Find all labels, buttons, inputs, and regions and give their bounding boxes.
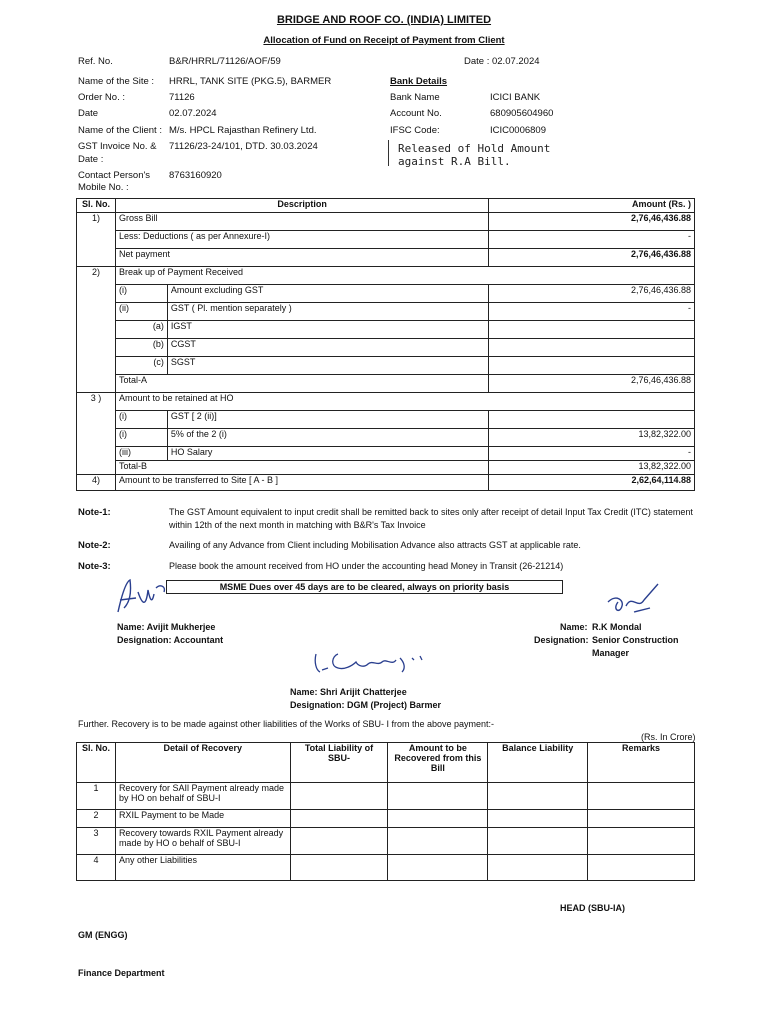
right-name-label: Name:: [560, 622, 588, 632]
left-signatory-designation: Designation: Accountant: [117, 635, 224, 645]
deductions-amount: -: [489, 231, 695, 249]
rec-cell: [588, 783, 695, 810]
note2-label: Note-2:: [78, 540, 111, 551]
ho-salary-value: -: [489, 447, 695, 461]
rec-row-detail-line1: Recovery for SAIl Payment already made: [118, 783, 285, 793]
cgst-label: CGST: [167, 339, 488, 357]
right-signatory-name: R.K Mondal: [592, 622, 642, 632]
table-row: [77, 303, 695, 321]
rec-col-balance: Balance Liability: [488, 743, 588, 783]
table-row: [77, 339, 695, 357]
five-percent-label: 5% of the 2 (i): [167, 429, 488, 447]
sub-index: (b): [115, 339, 167, 357]
igst-label: IGST: [167, 321, 488, 339]
rec-cell: [588, 810, 695, 828]
cgst-value: [489, 339, 695, 357]
gst-retained-value: [489, 411, 695, 429]
client-value: M/s. HPCL Rajasthan Refinery Ltd.: [169, 125, 317, 136]
handwritten-note-line1: Released of Hold Amount: [398, 142, 551, 155]
bank-details-title: Bank Details: [390, 76, 448, 87]
gst-invoice-value: 71126/23-24/101, DTD. 30.03.2024: [169, 141, 318, 152]
table-row: [77, 461, 695, 475]
sub-index: (c): [115, 357, 167, 375]
order-label: Order No. :: [78, 92, 125, 103]
ref-value: B&R/HRRL/71126/AOF/59: [169, 56, 281, 67]
table-row: [77, 357, 695, 375]
gst-invoice-label-date: Date :: [78, 154, 104, 165]
ref-label: Ref. No.: [78, 56, 113, 67]
table-row: [77, 783, 695, 810]
note1-line1: The GST Amount equivalent to input credit shall be remitted back to sites only after receipt of detail Input Tax Credit (ITC) statement: [169, 507, 693, 517]
rec-row-sl: 3: [77, 828, 116, 855]
rec-col-remarks: Remarks: [588, 743, 695, 783]
rec-row-detail-line1: RXIL Payment to be Made: [118, 810, 225, 820]
amount-excl-gst-label: Amount excluding GST: [167, 285, 488, 303]
site-value: HRRL, TANK SITE (PKG.5), BARMER: [169, 76, 332, 87]
left-signatory-name: Name: Avijit Mukherjee: [117, 622, 216, 632]
rec-cell: [388, 810, 488, 828]
gst-invoice-label: GST Invoice No. &: [78, 141, 157, 152]
rec-cell: [588, 828, 695, 855]
rec-row-sl: 2: [77, 810, 116, 828]
company-title: BRIDGE AND ROOF CO. (INDIA) LIMITED: [276, 14, 492, 26]
finance-dept-label: Finance Department: [78, 968, 165, 978]
rec-cell: [488, 855, 588, 881]
bank-name-value: ICICI BANK: [490, 92, 541, 103]
table-row: [77, 855, 695, 881]
rec-row-detail-line2: by HO on behalf of SBU-I: [118, 793, 221, 803]
allocation-table: [76, 198, 695, 491]
net-payment-amount: 2,76,46,436.88: [489, 249, 695, 267]
table-row: [77, 447, 695, 461]
rec-col-amount-line2: Recovered from this: [394, 753, 482, 763]
center-signatory-designation: Designation: DGM (Project) Barmer: [290, 700, 442, 710]
sub-index: (ii): [115, 303, 167, 321]
table-row: [77, 249, 695, 267]
gross-bill-amount: 2,76,46,436.88: [489, 213, 695, 231]
note3-text: Please book the amount received from HO under the accounting head Money in Transit (26-21214): [169, 561, 564, 571]
recovery-intro: Further. Recovery is to be made against other liabilities of the Works of SBU- I from the above payment:-: [78, 719, 495, 729]
rec-cell: [290, 855, 388, 881]
rec-row-detail-line1: Recovery towards RXIL Payment already: [118, 828, 284, 838]
table-row: [77, 393, 695, 411]
rec-cell: [588, 855, 695, 881]
account-value: 680905604960: [490, 108, 554, 119]
account-label: Account No.: [390, 108, 442, 119]
table-row: [77, 429, 695, 447]
signature-center: [308, 648, 440, 676]
total-b-label: Total-B: [115, 461, 488, 475]
row-sl: 4): [77, 475, 116, 491]
right-signatory-designation: Senior Construction: [592, 635, 679, 645]
center-signatory-name: Name: Shri Arijit Chatterjee: [290, 687, 407, 697]
transfer-site-label: Amount to be transferred to Site [ A - B ]: [115, 475, 488, 491]
rec-col-total: [290, 743, 388, 783]
deductions-label: Less: Deductions ( as per Annexure-I): [115, 231, 488, 249]
rec-cell: [290, 783, 388, 810]
table-row: [77, 267, 695, 285]
table-row: [77, 475, 695, 491]
col-amount-header: Amount (Rs. ): [489, 199, 695, 213]
rec-col-total-line2: SBU-: [328, 753, 350, 763]
rec-cell: [488, 810, 588, 828]
rec-cell: [388, 828, 488, 855]
row-sl: 1): [77, 213, 116, 267]
table-row: [77, 810, 695, 828]
rec-cell: [388, 783, 488, 810]
handwritten-note-line2: against R.A Bill.: [398, 155, 511, 168]
rec-cell: [388, 855, 488, 881]
rec-col-total-line1: Total Liability of: [304, 743, 374, 753]
ifsc-label: IFSC Code:: [390, 125, 440, 136]
rec-cell: [290, 828, 388, 855]
table-row: [77, 285, 695, 303]
table-row: [77, 375, 695, 393]
net-payment-label: Net payment: [115, 249, 488, 267]
rec-col-amount-line1: Amount to be: [408, 743, 467, 753]
note2-text: Availing of any Advance from Client including Mobilisation Advance also attracts GST at applicable rate.: [169, 540, 581, 550]
signature-right: [604, 580, 662, 620]
right-desig-label: Designation:: [534, 635, 589, 645]
rec-row-detail-line1: Any other Liabilities: [118, 855, 197, 865]
table-row: [77, 828, 695, 855]
bank-name-label: Bank Name: [390, 92, 440, 103]
client-label: Name of the Client :: [78, 125, 162, 136]
total-b-value: 13,82,322.00: [489, 461, 695, 475]
date-label: Date: [78, 108, 99, 119]
igst-value: [489, 321, 695, 339]
site-label: Name of the Site :: [78, 76, 155, 87]
ifsc-value: ICIC0006809: [490, 125, 546, 136]
breakup-label: Break up of Payment Received: [115, 267, 694, 285]
recovery-unit: (Rs. In Crore): [641, 732, 696, 742]
sgst-value: [489, 357, 695, 375]
order-value: 71126: [169, 92, 195, 103]
table-row: [77, 231, 695, 249]
gm-engg-label: GM (ENGG): [78, 930, 128, 940]
row-sl: 2): [77, 267, 116, 393]
msme-notice: MSME Dues over 45 days are to be cleared, always on priority basis: [166, 580, 563, 594]
rec-cell: [290, 810, 388, 828]
row-sl: 3 ): [77, 393, 116, 475]
rec-cell: [488, 783, 588, 810]
col-sl-header: Sl. No.: [77, 199, 116, 213]
signature-left: [112, 574, 172, 618]
sub-index: (i): [115, 411, 167, 429]
total-a-label: Total-A: [115, 375, 488, 393]
head-sbu-label: HEAD (SBU-IA): [560, 903, 625, 913]
gst-value: -: [489, 303, 695, 321]
contact-label-mobile: Mobile No. :: [78, 182, 129, 193]
table-row: [77, 321, 695, 339]
rec-col-detail: Detail of Recovery: [115, 743, 290, 783]
sub-index: (i): [115, 429, 167, 447]
contact-label: Contact Person's: [78, 170, 151, 181]
note-bracket: [388, 140, 391, 166]
document-subtitle: Allocation of Fund on Receipt of Payment from Client: [263, 35, 505, 46]
retained-ho-label: Amount to be retained at HO: [115, 393, 694, 411]
contact-value: 8763160920: [169, 170, 222, 181]
note3-label: Note-3:: [78, 561, 111, 572]
date-value: 02.07.2024: [169, 108, 217, 119]
rec-row-detail-line2: made by HO o behalf of SBU-I: [118, 838, 241, 848]
recovery-table: [76, 742, 695, 881]
five-percent-value: 13,82,322.00: [489, 429, 695, 447]
note1-line2: within 12th of the next month in matching with B&R's Tax Invoice: [169, 520, 426, 530]
sub-index: (a): [115, 321, 167, 339]
sub-index: (i): [115, 285, 167, 303]
sub-index: (iii): [115, 447, 167, 461]
right-signatory-designation-2: Manager: [592, 648, 630, 658]
document-date: Date : 02.07.2024: [464, 56, 540, 67]
table-row: [77, 411, 695, 429]
rec-cell: [488, 828, 588, 855]
col-description-header: Description: [115, 199, 488, 213]
total-a-value: 2,76,46,436.88: [489, 375, 695, 393]
gross-bill-label: Gross Bill: [115, 213, 488, 231]
table-row: [77, 213, 695, 231]
sgst-label: SGST: [167, 357, 488, 375]
gst-retained-label: GST [ 2 (ii)]: [167, 411, 488, 429]
transfer-site-value: 2,62,64,114.88: [489, 475, 695, 491]
rec-col-sl: Sl. No.: [77, 743, 116, 783]
rec-col-amount: [388, 743, 488, 783]
ho-salary-label: HO Salary: [167, 447, 488, 461]
amount-excl-gst-value: 2,76,46,436.88: [489, 285, 695, 303]
note1-label: Note-1:: [78, 507, 111, 518]
rec-row-sl: 4: [77, 855, 116, 881]
rec-col-amount-line3: Bill: [430, 763, 445, 773]
rec-row-sl: 1: [77, 783, 116, 810]
gst-label: GST ( Pl. mention separately ): [167, 303, 488, 321]
